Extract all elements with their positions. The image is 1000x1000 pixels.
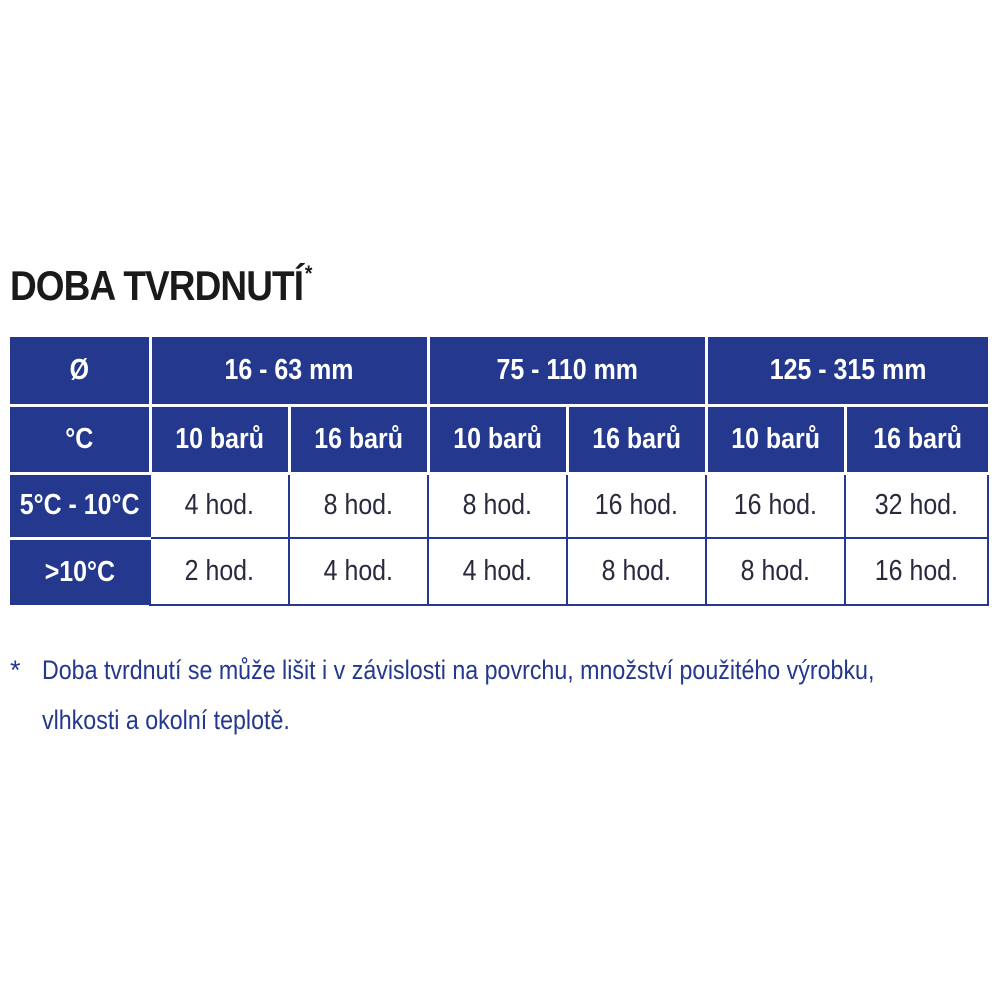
pressure-header: 16 barů bbox=[289, 405, 428, 473]
curing-time-table bbox=[10, 337, 989, 606]
pressure-header: 10 barů bbox=[150, 405, 289, 473]
footnote-line-1: Doba tvrdnutí se může lišit i v závislosti na povrchu, množství použitého výrobku, bbox=[42, 655, 875, 685]
curing-time-cell: 2 hod. bbox=[150, 538, 289, 605]
curing-time-cell: 8 hod. bbox=[567, 538, 706, 605]
pressure-header: 16 barů bbox=[567, 405, 706, 473]
footnote-text bbox=[42, 645, 988, 745]
temperature-unit-header: °C bbox=[10, 405, 150, 473]
title-asterisk: * bbox=[304, 261, 312, 286]
pressure-header: 10 barů bbox=[706, 405, 845, 473]
curing-time-cell: 4 hod. bbox=[150, 473, 289, 538]
diameter-group-header: 75 - 110 mm bbox=[428, 337, 706, 405]
curing-time-cell: 16 hod. bbox=[706, 473, 845, 538]
diameter-symbol-header: Ø bbox=[10, 337, 150, 405]
table-row bbox=[10, 538, 988, 605]
curing-time-cell: 16 hod. bbox=[845, 538, 988, 605]
diameter-group-header: 16 - 63 mm bbox=[150, 337, 428, 405]
footnote-line-2: vlhkosti a okolní teplotě. bbox=[42, 705, 290, 735]
footnote-marker: * bbox=[10, 655, 21, 685]
diameter-header-row bbox=[10, 337, 988, 405]
page-title bbox=[10, 248, 312, 316]
curing-time-cell: 8 hod. bbox=[706, 538, 845, 605]
curing-time-cell: 4 hod. bbox=[289, 538, 428, 605]
pressure-header: 10 barů bbox=[428, 405, 567, 473]
diameter-group-header: 125 - 315 mm bbox=[706, 337, 988, 405]
pressure-header: 16 barů bbox=[845, 405, 988, 473]
curing-time-cell: 8 hod. bbox=[289, 473, 428, 538]
footnote bbox=[10, 645, 1000, 745]
curing-time-cell: 8 hod. bbox=[428, 473, 567, 538]
title-text: DOBA TVRDNUTÍ bbox=[10, 262, 304, 309]
table-row bbox=[10, 473, 988, 538]
temperature-range-label: 5°C - 10°C bbox=[10, 473, 150, 538]
curing-time-cell: 32 hod. bbox=[845, 473, 988, 538]
pressure-header-row bbox=[10, 405, 988, 473]
curing-time-cell: 4 hod. bbox=[428, 538, 567, 605]
temperature-range-label: >10°C bbox=[10, 538, 150, 605]
curing-time-cell: 16 hod. bbox=[567, 473, 706, 538]
